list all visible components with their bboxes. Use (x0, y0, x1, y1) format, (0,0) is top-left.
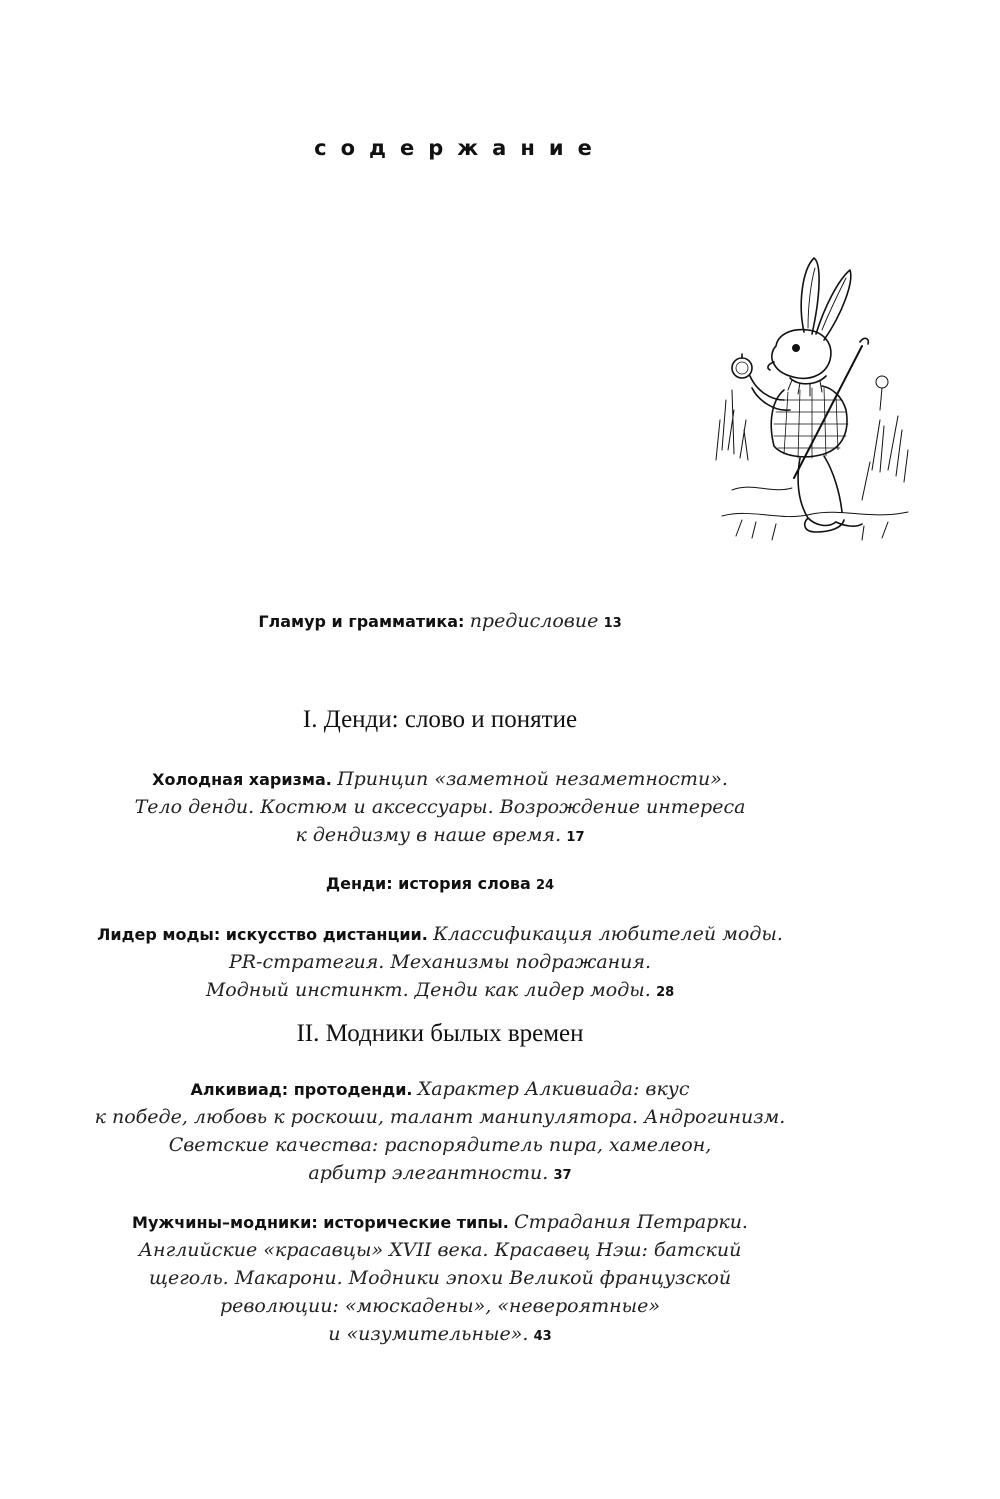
entry-desc: предисловие (469, 610, 599, 632)
entry-lead: Гламур и грамматика: (258, 612, 465, 631)
page-number: 37 (553, 1168, 572, 1183)
entry-line: Модный инстинкт. Денди как лидер моды. (205, 979, 651, 1001)
page-number: 43 (533, 1329, 552, 1344)
toc-entry (40, 1075, 840, 1189)
entry-lead: Мужчины–модники: исторические типы. (132, 1213, 509, 1232)
entry-lead: Алкивиад: протоденди. (190, 1080, 413, 1099)
page-number: 13 (603, 616, 622, 631)
page-number: 24 (536, 878, 555, 893)
entry-line: щеголь. Макарони. Модники эпохи Великой французской (148, 1267, 732, 1289)
entry-line: Принцип «заметной незаметности». (337, 768, 728, 790)
entry-line: к победе, любовь к роскоши, талант манипулятора. Андрогинизм. (94, 1106, 786, 1128)
toc-entry (40, 1208, 840, 1350)
toc-entry (40, 869, 840, 899)
entry-line: Тело денди. Костюм и аксессуары. Возрождение интереса (134, 796, 746, 818)
entry-line: к дендизму в наше время. (295, 824, 562, 846)
page-number: 28 (656, 985, 675, 1000)
entry-line: арбитр элегантности. (308, 1162, 549, 1184)
toc-entry (40, 765, 840, 851)
entry-line: Характер Алкивиада: вкус (417, 1078, 690, 1100)
entry-line: Светские качества: распорядитель пира, хамелеон, (168, 1134, 712, 1156)
entry-line: Страдания Петрарки. (514, 1211, 748, 1233)
entry-line: и «изумительные». (328, 1323, 529, 1345)
page-number: 17 (566, 830, 585, 845)
section-title-1: I. Денди: слово и понятие (302, 706, 578, 733)
toc-entry-preface (40, 607, 840, 637)
entry-lead: Лидер моды: искусство дистанции. (97, 925, 428, 944)
entry-line: PR-стратегия. Механизмы подражания. (228, 951, 652, 973)
toc-entry (40, 920, 840, 1006)
entry-lead: Холодная харизма. (152, 770, 332, 789)
section-title-2: II. Модники былых времен (296, 1020, 584, 1047)
page-heading: содержание (314, 136, 606, 160)
entry-lead: Денди: история слова (325, 874, 531, 893)
white-rabbit-illustration (712, 250, 912, 550)
entry-line: Классификация любителей моды. (433, 923, 783, 945)
entry-line: Английские «красавцы» XVII века. Красавец Нэш: батский (138, 1239, 742, 1261)
entry-line: революции: «мюскадены», «невероятные» (219, 1295, 661, 1317)
